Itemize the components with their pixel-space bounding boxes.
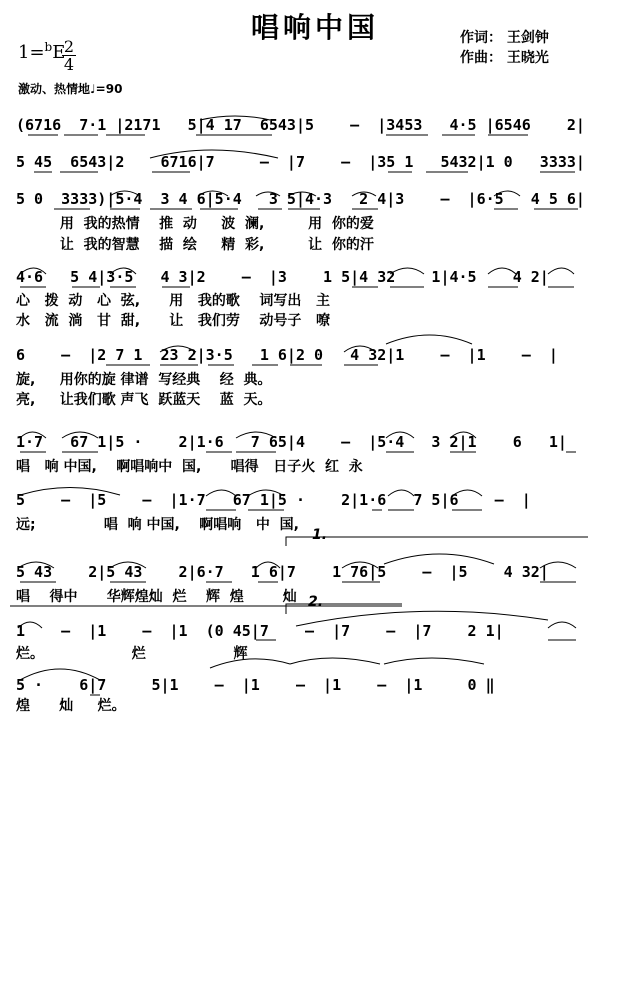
slur-arc <box>110 191 520 196</box>
lyric-line-6: 唱 响 中国, 啊唱响中 国, 唱得 日子火 红 永 <box>16 459 363 475</box>
slur-arc <box>20 432 476 438</box>
slur-arc <box>160 335 472 352</box>
lyric-line-4a: 心 拨 动 心 弦, 用 我的歌 词写出 主 <box>16 293 331 309</box>
notation-line-7: 5 — |5 — |1·7 67 1|5 · 2|1·6 7 5|6 — | <box>16 491 531 509</box>
song-title: 唱响中国 <box>250 11 379 44</box>
time-bottom: 4 <box>63 55 75 74</box>
slur-arc <box>18 554 576 568</box>
lyric-line-5b: 亮, 让我们歌 声飞 跃蓝天 蓝 天。 <box>16 392 272 408</box>
notation-line-10: 5 · 6|7 5|1 — |1 — |1 — |1 0 ‖ <box>16 676 495 694</box>
slur-arc <box>18 611 576 628</box>
slur-arc <box>20 488 482 497</box>
notation-line-4: 4·6 5 4|3·5 4 3|2 — |3 1 5|4 32 1|4·5 4 2| <box>16 268 549 286</box>
notation-line-5: 6 — |2 7 1 23 2|3·5 1 6|2 0 4 32|1 — |1 — | <box>16 346 558 364</box>
time-top: 2 <box>63 37 75 56</box>
key-flat: b <box>44 40 53 54</box>
lyric-line-3a: 用 我的热情 推 动 波 澜, 用 你的爱 <box>16 216 374 232</box>
notation-line-1: (6716 7·1 |2171 5|4 17 6543|5 — |3453 4·5 |6546 2| <box>16 116 585 134</box>
lyric-line-10: 煌 灿 烂。 <box>16 698 126 714</box>
volta-2-label: 2. <box>308 594 324 610</box>
key-note: E <box>52 42 66 63</box>
lyric-line-3b: 让 我的智慧 描 绘 精 彩, 让 你的汗 <box>16 237 374 253</box>
notation-line-2: 5 45 6543|2 6716|7 — |7 — |35 1 5432|1 0 3333| <box>16 153 585 171</box>
lyric-line-9: 烂。 烂 辉 <box>16 646 248 662</box>
lyric-line-5a: 旋, 用你的旋 律谱 写经典 经 典。 <box>16 372 272 388</box>
lyricist-credit: 作词： 王剑钟 <box>460 30 549 46</box>
slur-arc <box>20 658 484 680</box>
volta-1-label: 1. <box>312 527 328 543</box>
slur-arc <box>20 268 574 274</box>
lyric-line-4b: 水 流 淌 甘 甜, 让 我们劳 动号子 嘹 <box>16 313 331 329</box>
volta-1-bracket <box>286 537 588 546</box>
notation-line-6: 1·7 67 1|5 · 2|1·6 7 65|4 — |5·4 3 2|1 6 1| <box>16 433 567 451</box>
composer-credit: 作曲： 王晓光 <box>460 50 549 66</box>
key-label: 1= <box>18 42 45 63</box>
notation-line-8: 5 43 2|5 43 2|6·7 1 6|7 1 76|5 — |5 4 32| <box>16 563 549 581</box>
slur-arc <box>200 116 270 120</box>
slur-arc <box>150 150 278 158</box>
lyric-line-7: 远; 唱 响 中国, 啊唱响 中 国, <box>16 517 299 533</box>
notation-line-9: 1 — |1 — |1 (0 45|7 — |7 — |7 2 1| <box>16 622 504 640</box>
lyric-line-8: 唱 得中 华辉煌灿 烂 辉 煌 灿 <box>16 589 297 605</box>
tempo-marking: 激动、热情地♩=90 <box>18 82 123 96</box>
notation-line-3: 5 0 3333)|5·4 3 4 6|5·4 3 5|4·3 2 4|3 — |6·5 4 5 6| <box>16 190 585 208</box>
